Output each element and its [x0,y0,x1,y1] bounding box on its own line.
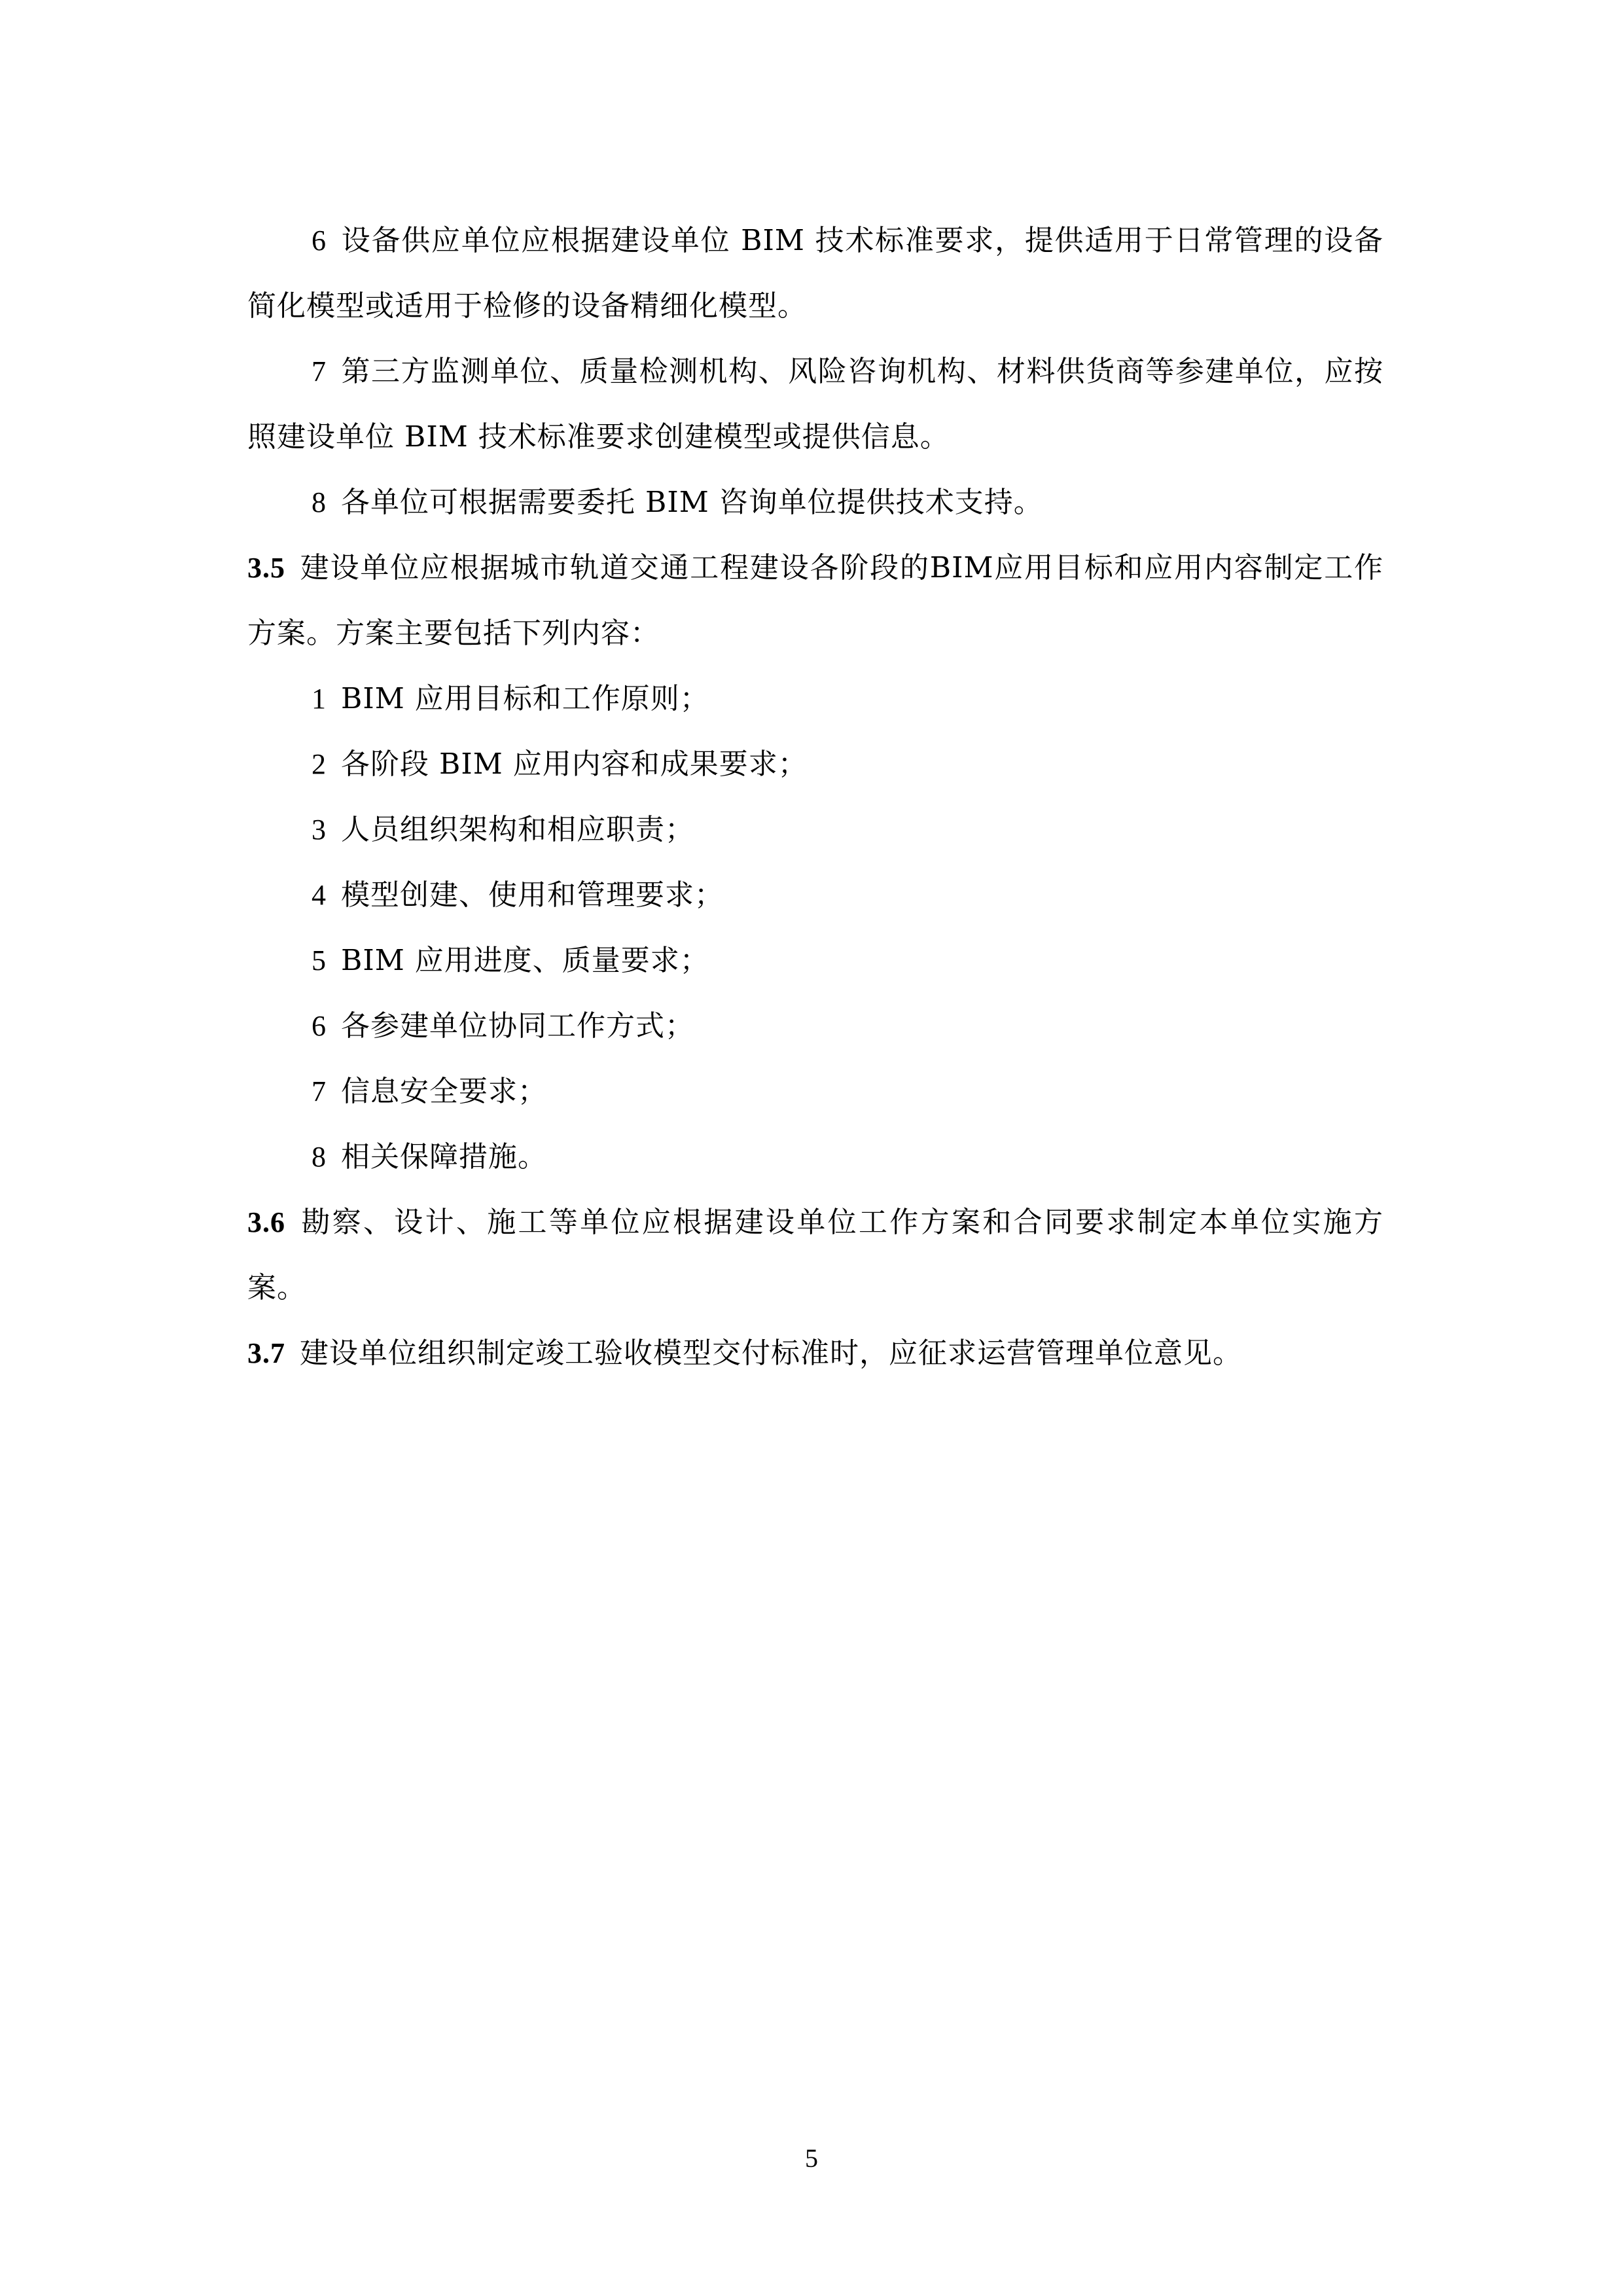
item-number: 2 [312,748,327,780]
clause-number: 3.7 [247,1337,285,1369]
item-number: 8 [312,486,327,518]
clause-text: 建设单位组织制定竣工验收模型交付标准时，应征求运营管理单位意见。 [300,1336,1242,1370]
list-item [247,994,1383,1059]
item-number: 7 [312,1075,327,1107]
item-text: 各单位可根据需要委托 BIM 咨询单位提供技术支持。 [341,486,1043,519]
item-text: 各阶段 BIM 应用内容和成果要求； [341,747,808,781]
clause-number: 3.5 [247,552,285,584]
item-text: 信息安全要求； [341,1075,547,1108]
clause-text: 勘察、设计、施工等单位应根据建设单位工作方案和合同要求制定本单位实施方案。 [247,1206,1383,1304]
item-number: 3 [312,814,327,846]
clause-3-7 [247,1321,1383,1386]
item-text: 人员组织架构和相应职责； [341,813,694,846]
item-text: BIM 应用目标和工作原则； [341,682,709,715]
page-number: 5 [805,2144,818,2173]
item-number: 7 [312,355,327,387]
list-item [247,666,1383,732]
paragraph-item-7 [247,339,1383,470]
paragraph-item-8 [247,470,1383,535]
item-number: 8 [312,1141,327,1173]
clause-text: 建设单位应根据城市轨道交通工程建设各阶段的BIM应用目标和应用内容制定工作方案。方案主要包括下列内容： [247,551,1383,650]
clause-3-6 [247,1190,1383,1321]
list-item [247,732,1383,797]
clause-3-5 [247,535,1383,666]
list-item [247,863,1383,928]
list-item [247,1124,1383,1190]
page-content [247,208,1383,1386]
item-text: 相关保障措施。 [341,1140,547,1174]
item-number: 4 [312,879,327,911]
item-number: 1 [312,683,327,715]
item-text: 各参建单位协同工作方式； [341,1009,694,1043]
list-item [247,928,1383,994]
list-item [247,1059,1383,1124]
clause-number: 3.6 [247,1206,285,1238]
item-number: 6 [312,1010,327,1042]
item-text: 第三方监测单位、质量检测机构、风险咨询机构、材料供货商等参建单位，应按照建设单位 BIM 技术标准要求创建模型或提供信息。 [247,355,1383,454]
item-text: BIM 应用进度、质量要求； [341,944,709,977]
list-item [247,797,1383,863]
item-number: 6 [312,224,327,257]
item-number: 5 [312,944,327,977]
item-text: 设备供应单位应根据建设单位 BIM 技术标准要求，提供适用于日常管理的设备简化模型或适用于检修的设备精细化模型。 [247,224,1383,323]
item-text: 模型创建、使用和管理要求； [341,878,724,912]
paragraph-item-6 [247,208,1383,339]
